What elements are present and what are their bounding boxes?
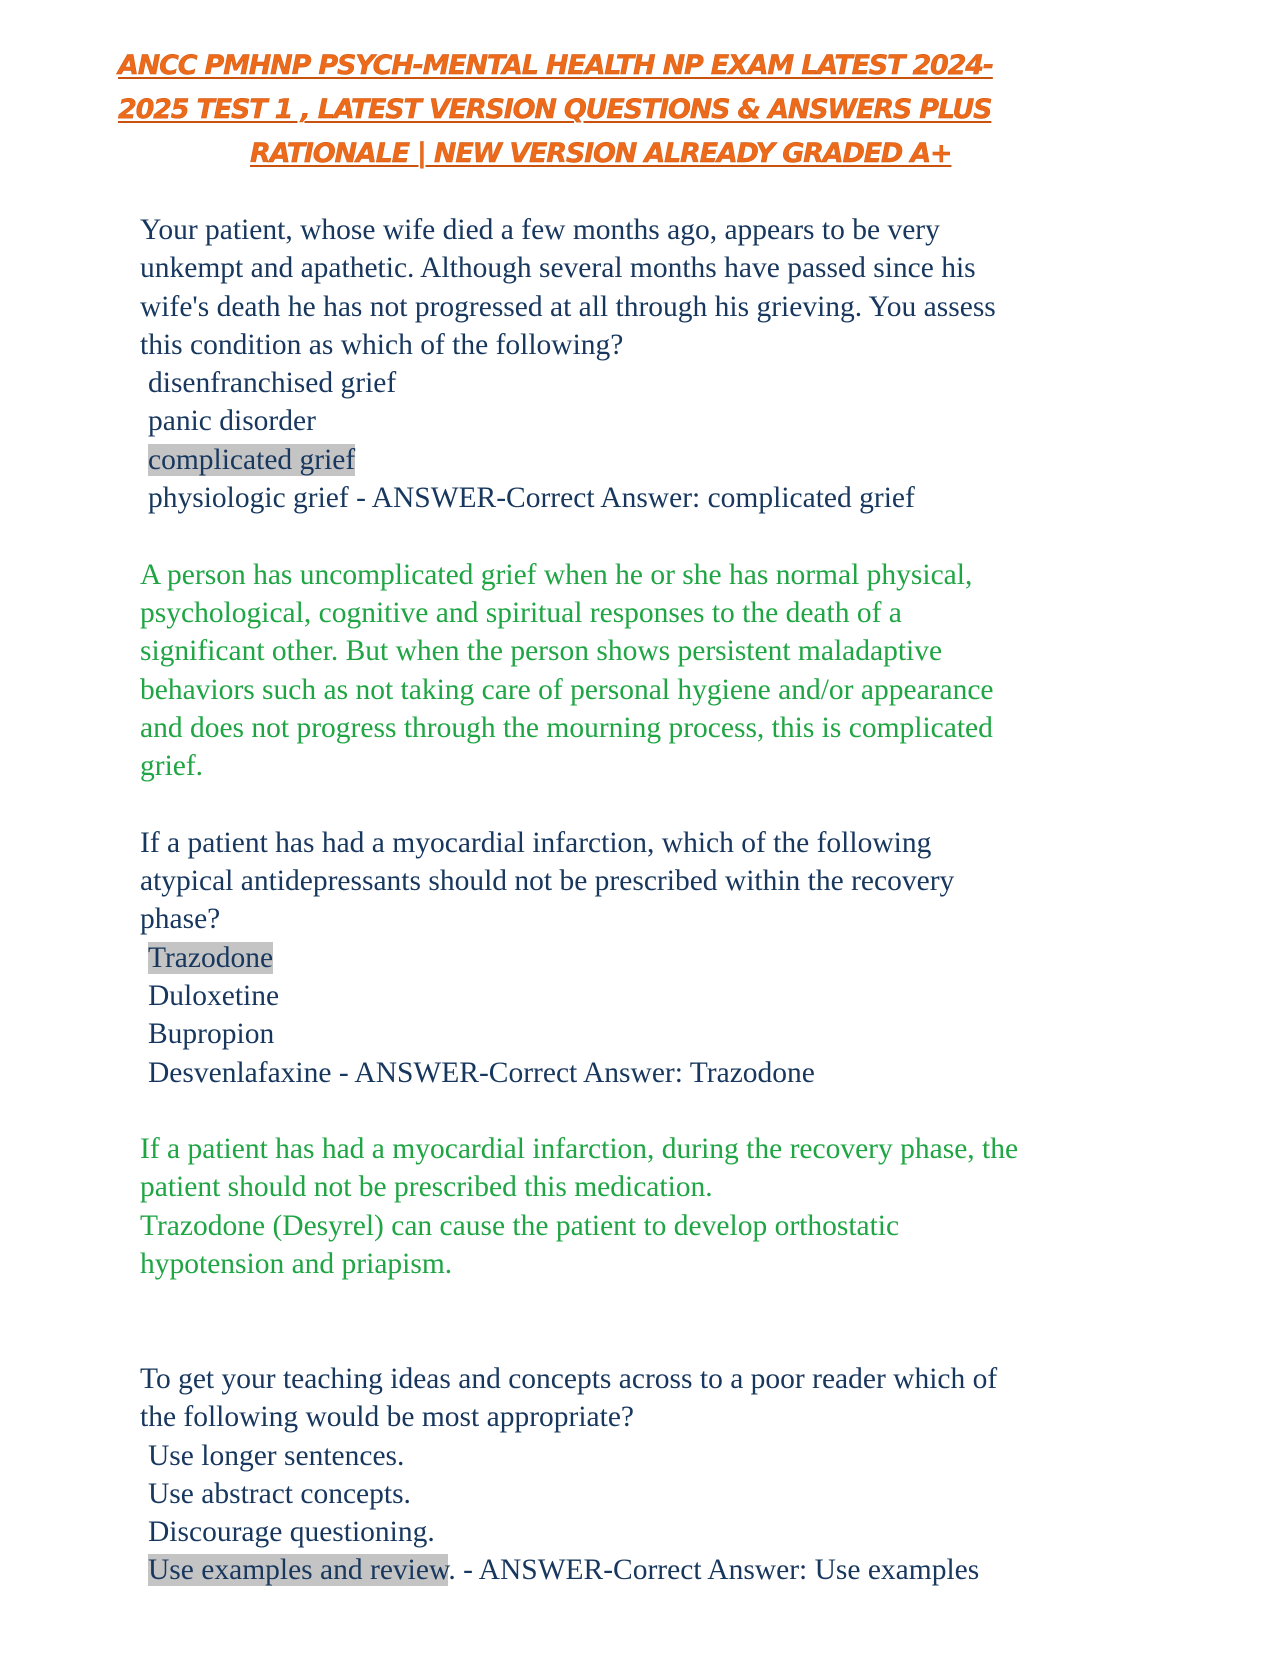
answer-key: . - ANSWER-Correct Answer: Use examples [448,1554,980,1587]
question-stem-line: Your patient, whose wife died a few months ago, appears to be very [140,214,940,246]
rationale-line: significant other. But when the person shows persistent maladaptive [140,635,943,668]
rationale-1 [140,556,1160,786]
answer-option: Discourage questioning. [148,1516,435,1549]
answer-key: - ANSWER-Correct Answer: Trazodone [331,1056,815,1089]
highlighted-answer: Trazodone [148,941,274,974]
rationale-line: patient should not be prescribed this medication. [140,1171,713,1204]
question-stem-line: the following would be most appropriate? [140,1401,635,1434]
answer-option-with-key [140,1551,1160,1589]
answer-option-correct [140,441,1160,479]
rationale-line: hypotension and priapism. [140,1248,453,1281]
answer-option: Desvenlafaxine [148,1056,332,1089]
rationale-line: and does not progress through the mourning process, this is complicated [140,711,993,744]
rationale-line: psychological, cognitive and spiritual responses to the death of a [140,596,902,629]
question-stem-line: unkempt and apathetic. Although several months have passed since his [140,252,976,285]
highlighted-answer: complicated grief [148,443,356,476]
rationale-line: Trazodone (Desyrel) can cause the patient to develop orthostatic [140,1209,900,1242]
answer-option-with-key [140,1054,1160,1092]
document-body [140,211,1160,1590]
rationale-line: If a patient has had a myocardial infarction, during the recovery phase, the [140,1133,1019,1166]
rationale-line: A person has uncomplicated grief when he or she has normal physical, [140,558,973,591]
answer-option-with-key [140,479,1160,517]
rationale-2 [140,1130,1160,1283]
question-stem-line: this condition as which of the following? [140,328,624,361]
question-stem-line: atypical antidepressants should not be prescribed within the recovery [140,865,955,898]
question-stem-line: wife's death he has not progressed at all through his grieving. You assess [140,290,996,323]
answer-option: Bupropion [148,1018,275,1051]
question-stem-line: If a patient has had a myocardial infarction, which of the following [140,826,932,859]
answer-option: Duloxetine [148,979,280,1012]
question-stem-line: phase? [140,903,221,936]
answer-option: disenfranchised grief [148,367,397,400]
answer-option: panic disorder [148,405,316,438]
answer-option: Use abstract concepts. [148,1477,411,1510]
document-title [118,44,1118,176]
question-2 [140,824,1160,1092]
title-line-1: ANCC PMHNP PSYCH-MENTAL HEALTH NP EXAM LATEST 2024- [118,50,993,81]
question-3 [140,1360,1160,1590]
answer-key: - ANSWER-Correct Answer: complicated grief [348,482,915,515]
answer-option: physiologic grief [148,482,349,515]
title-line-3: RATIONALE | NEW VERSION ALREADY GRADED A+ [250,138,952,169]
title-line-2: 2025 TEST 1 , LATEST VERSION QUESTIONS & ANSWERS PLUS [118,94,992,125]
answer-option: Use longer sentences. [148,1439,405,1472]
question-1 [140,211,1160,517]
highlighted-answer: Use examples and review [148,1554,449,1587]
answer-option-correct [140,939,1160,977]
rationale-line: grief. [140,750,204,783]
question-stem-line: To get your teaching ideas and concepts across to a poor reader which of [140,1362,998,1395]
rationale-line: behaviors such as not taking care of personal hygiene and/or appearance [140,673,994,706]
